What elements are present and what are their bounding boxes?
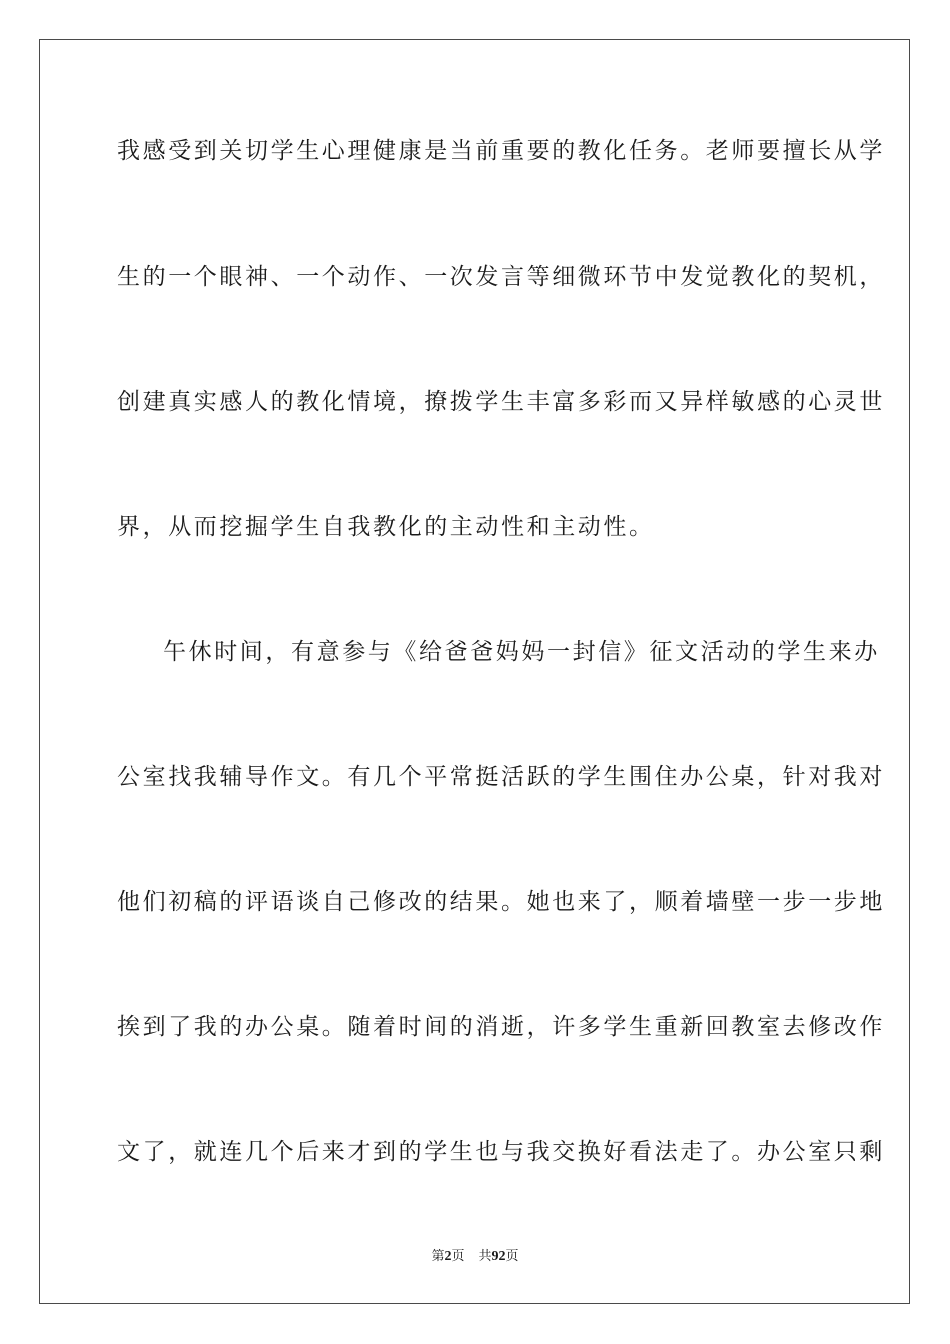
- body-text-line-3: 创建真实感人的教化情境，撩拨学生丰富多彩而又异样敏感的心灵世: [117, 389, 885, 415]
- body-text-line-4: 界，从而挖掘学生自我教化的主动性和主动性。: [117, 514, 655, 540]
- body-text-line-9: 文了，就连几个后来才到的学生也与我交换好看法走了。办公室只剩: [117, 1139, 885, 1165]
- page-suffix: 页: [451, 1249, 465, 1264]
- total-prefix: 共: [478, 1249, 492, 1264]
- body-text-line-5: 午休时间，有意参与《给爸爸妈妈一封信》征文活动的学生来办: [163, 639, 880, 665]
- page-footer: [0, 1248, 950, 1266]
- body-text-line-1: 我感受到关切学生心理健康是当前重要的教化任务。老师要擅长从学: [117, 138, 885, 164]
- page-number: 2: [444, 1249, 452, 1264]
- page-prefix: 第: [431, 1249, 445, 1264]
- total-suffix: 页: [505, 1249, 519, 1264]
- body-text-line-7: 他们初稿的评语谈自己修改的结果。她也来了，顺着墙壁一步一步地: [117, 889, 885, 915]
- total-pages: 92: [491, 1249, 506, 1264]
- body-text-line-2: 生的一个眼神、一个动作、一次发言等细微环节中发觉教化的契机，: [117, 264, 885, 290]
- body-text-line-6: 公室找我辅导作文。有几个平常挺活跃的学生围住办公桌，针对我对: [117, 764, 885, 790]
- body-text-line-8: 挨到了我的办公桌。随着时间的消逝，许多学生重新回教室去修改作: [117, 1014, 885, 1040]
- page-border: [39, 39, 910, 1304]
